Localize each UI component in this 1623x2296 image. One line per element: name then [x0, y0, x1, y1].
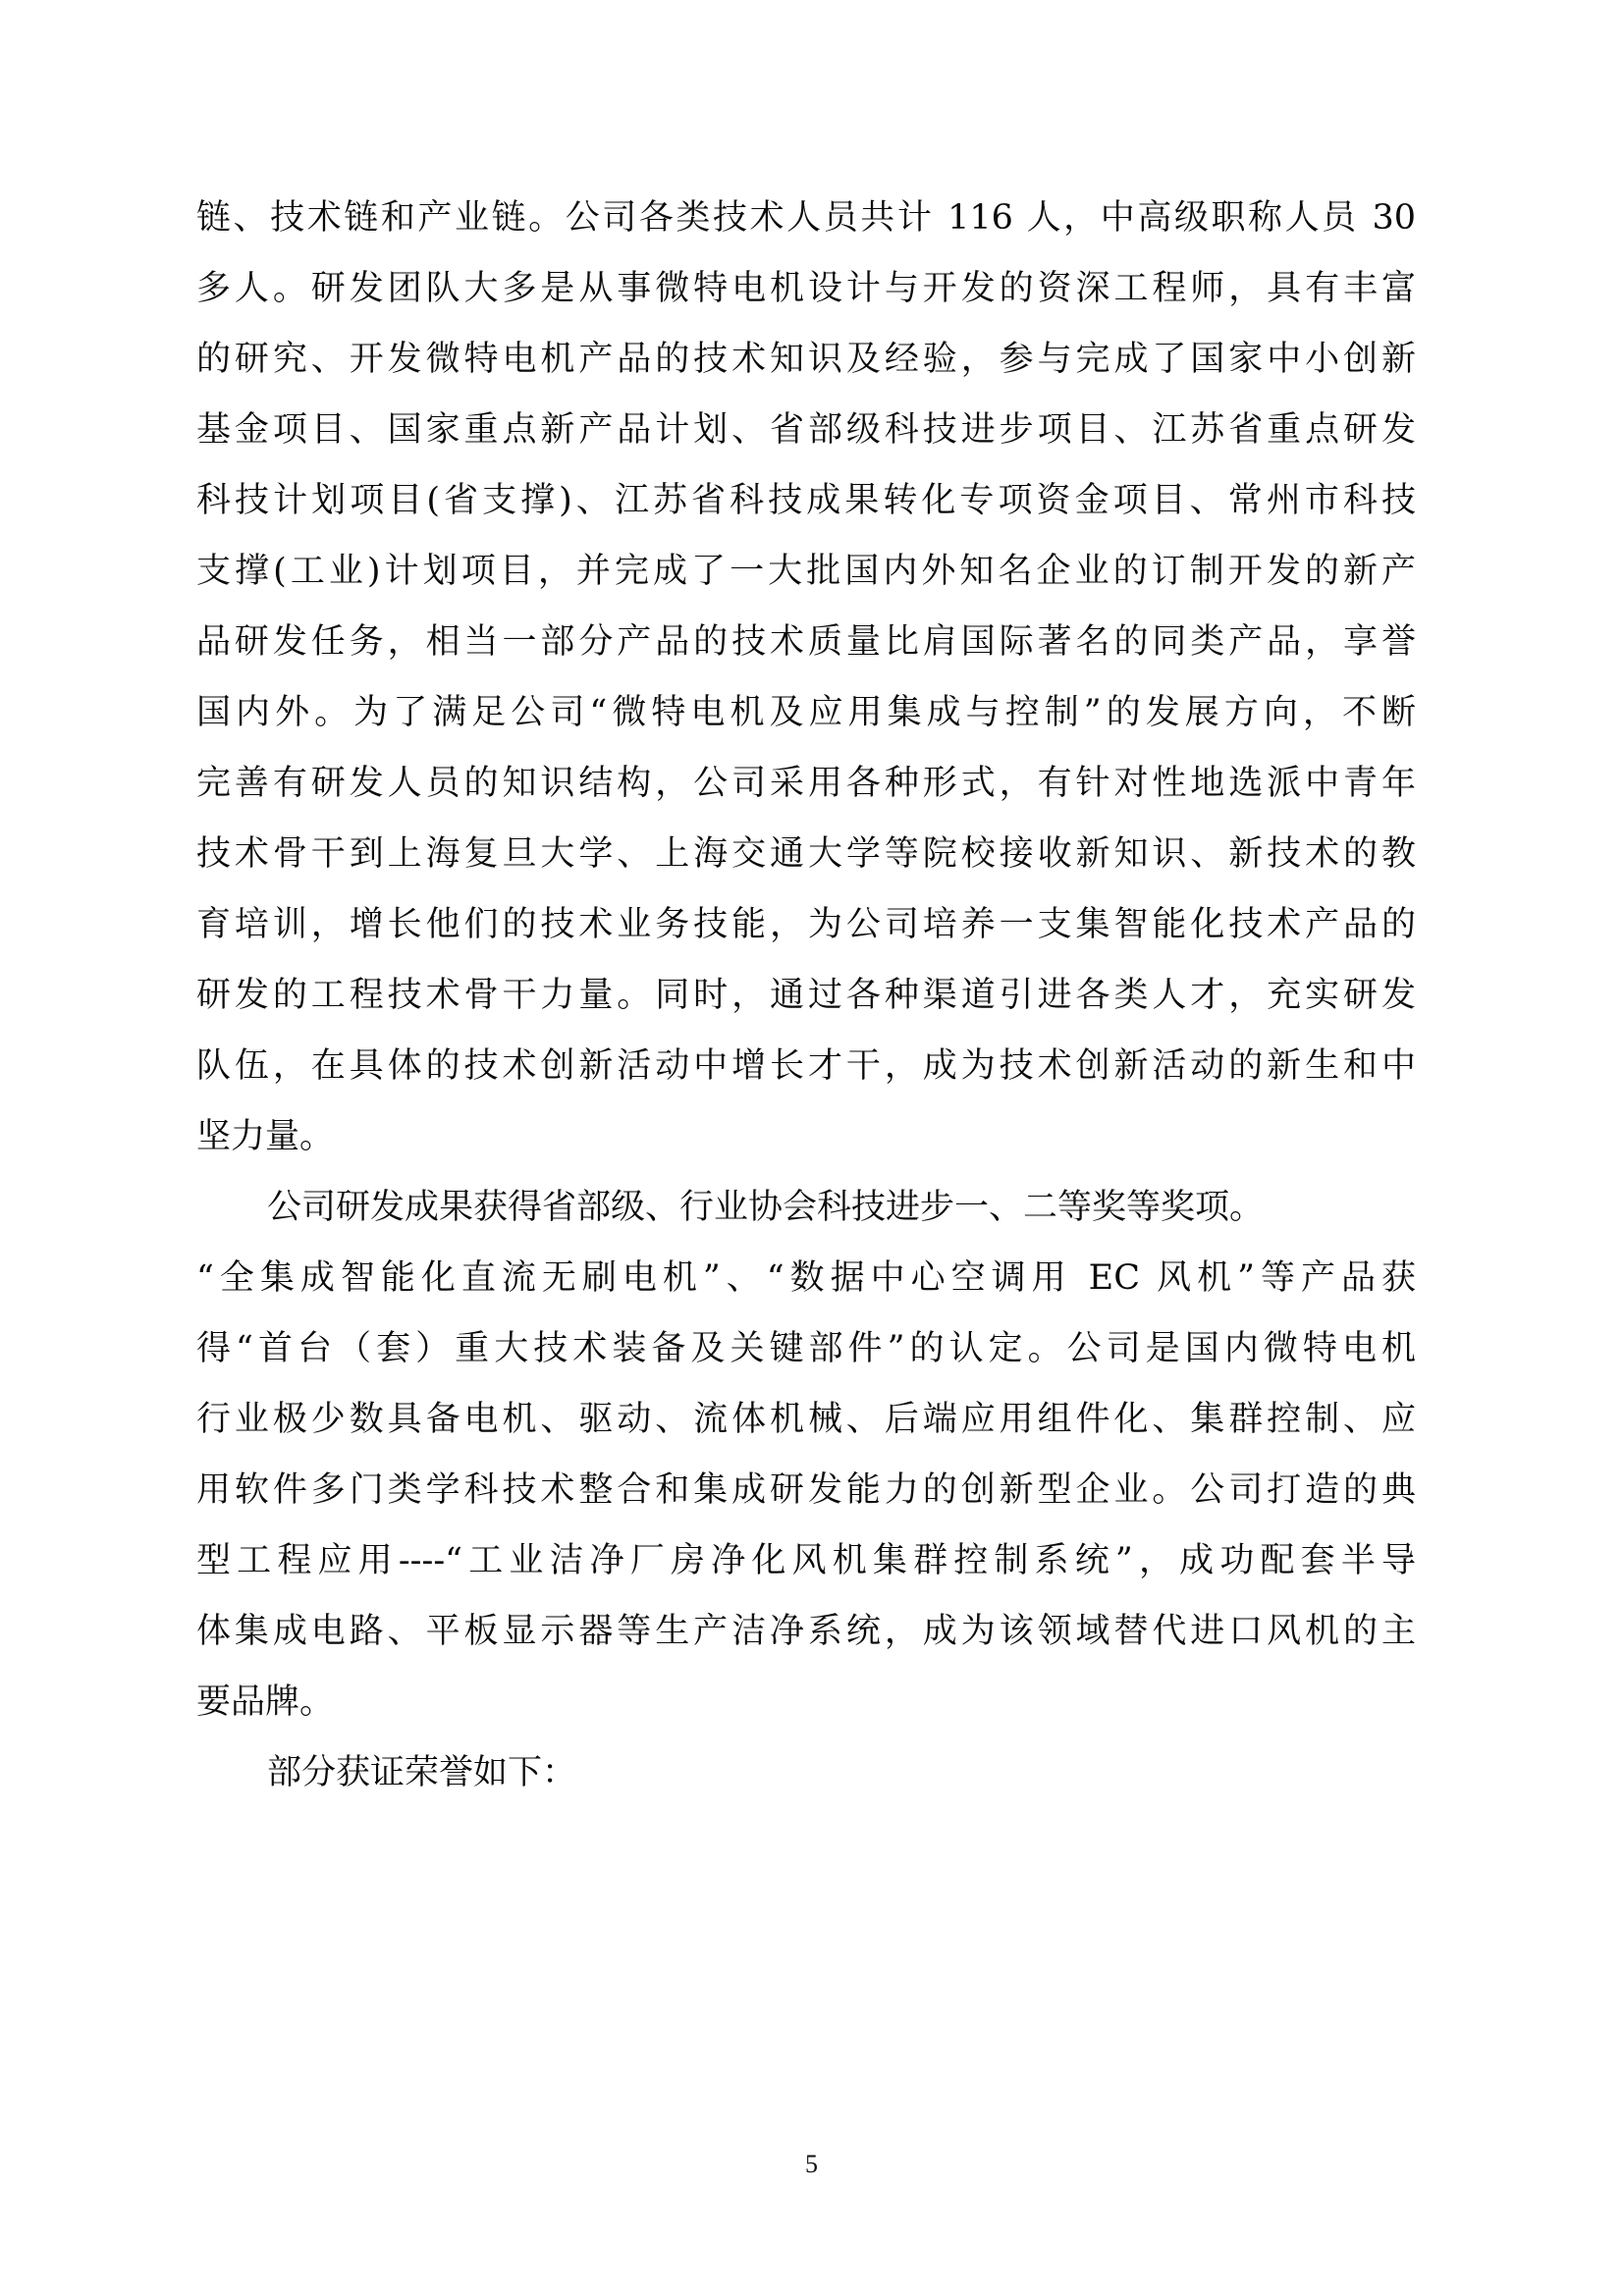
text-line: 部分获证荣誉如下：: [267, 1753, 577, 1792]
text-line: 体集成电路、平板显示器等生产洁净系统，成为该领域替代进口风机的主: [196, 1612, 1416, 1651]
page-number: 5: [805, 2150, 818, 2178]
paragraph-rd-achievements: [196, 1172, 1416, 1737]
paragraph-research-team: [196, 183, 1416, 1172]
text-line: 型工程应用----“工业洁净厂房净化风机集群控制系统”，成功配套半导: [196, 1541, 1416, 1580]
text-line: 基金项目、国家重点新产品计划、省部级科技进步项目、江苏省重点研发: [196, 410, 1416, 450]
text-line: 技术骨干到上海复旦大学、上海交通大学等院校接收新知识、新技术的教: [196, 834, 1416, 874]
text-line: 支撑(工业)计划项目，并完成了一大批国内外知名企业的订制开发的新产: [196, 552, 1416, 591]
text-line: 链、技术链和产业链。公司各类技术人员共计 116 人，中高级职称人员 30: [196, 198, 1416, 238]
text-line: 的研究、开发微特电机产品的技术知识及经验，参与完成了国家中小创新: [196, 340, 1416, 379]
text-line: 行业极少数具备电机、驱动、流体机械、后端应用组件化、集群控制、应: [196, 1400, 1416, 1439]
text-line: 完善有研发人员的知识结构，公司采用各种形式，有针对性地选派中青年: [196, 764, 1416, 803]
text-line: 育培训，增长他们的技术业务技能，为公司培养一支集智能化技术产品的: [196, 905, 1416, 944]
paragraph-honors-intro: [196, 1737, 1416, 1808]
text-line: “全集成智能化直流无刷电机”、“数据中心空调用 EC 风机”等产品获: [196, 1258, 1416, 1298]
text-line: 科技计划项目(省支撑)、江苏省科技成果转化专项资金项目、常州市科技: [196, 481, 1416, 520]
text-line: 国内外。为了满足公司“微特电机及应用集成与控制”的发展方向，不断: [196, 693, 1416, 732]
text-line: 用软件多门类学科技术整合和集成研发能力的创新型企业。公司打造的典: [196, 1470, 1416, 1510]
text-line: 品研发任务，相当一部分产品的技术质量比肩国际著名的同类产品，享誉: [196, 622, 1416, 662]
text-line: 研发的工程技术骨干力量。同时，通过各种渠道引进各类人才，充实研发: [196, 976, 1416, 1015]
text-line: 要品牌。: [196, 1682, 335, 1722]
text-line: 队伍，在具体的技术创新活动中增长才干，成为技术创新活动的新生和中: [196, 1046, 1416, 1086]
text-line: 坚力量。: [196, 1117, 335, 1156]
text-line: 公司研发成果获得省部级、行业协会科技进步一、二等奖等奖项。: [267, 1188, 1265, 1227]
text-line: 多人。研发团队大多是从事微特电机设计与开发的资深工程师，具有丰富: [196, 269, 1416, 308]
body-text: [196, 183, 1416, 1808]
text-line: 得“首台（套）重大技术装备及关键部件”的认定。公司是国内微特电机: [196, 1329, 1416, 1368]
